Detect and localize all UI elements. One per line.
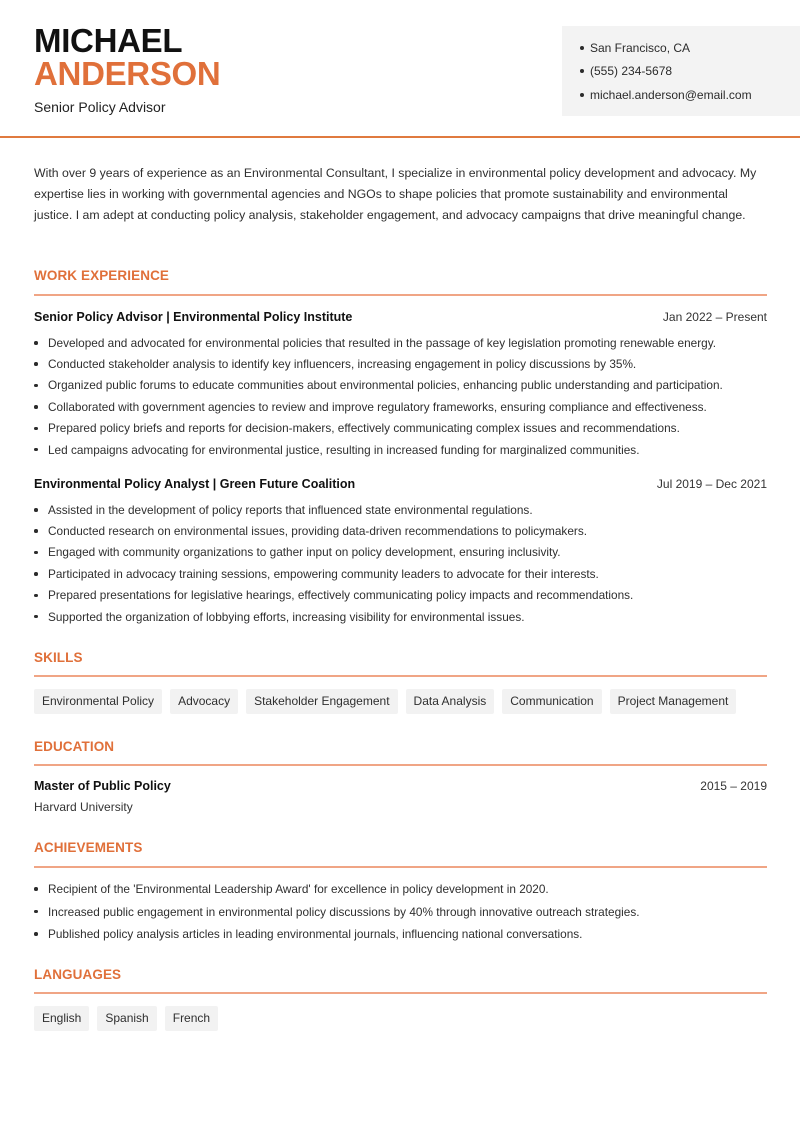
education-date: 2015 – 2019 [700, 779, 767, 793]
skill-chip: Project Management [610, 689, 737, 714]
education-header [34, 779, 767, 793]
job-role: Environmental Policy Analyst | Green Future Coalition [34, 477, 356, 491]
bullet-icon [34, 594, 38, 598]
section-divider [34, 764, 767, 766]
bullet-icon [580, 93, 584, 97]
skill-chip: Stakeholder Engagement [246, 689, 397, 714]
list-item: Developed and advocated for environmental policies that resulted in the passage of key legislation promoting renewable energy. [34, 332, 774, 353]
list-item: Organized public forums to educate communities about environmental policies, enhancing public understanding and participation. [34, 375, 774, 396]
skill-chip: Data Analysis [406, 689, 495, 714]
last-name: ANDERSON [34, 55, 221, 92]
bullet-icon [34, 932, 38, 936]
bullet-icon [34, 341, 38, 345]
job-header [34, 477, 767, 491]
phone-text: (555) 234-5678 [590, 64, 673, 79]
contact-box [562, 26, 800, 116]
bullet-icon [34, 529, 38, 533]
bullet-icon [580, 46, 584, 50]
location-text: San Francisco, CA [590, 40, 691, 55]
list-item: Collaborated with government agencies to review and improve regulatory frameworks, ensuring compliance and effectiveness. [34, 396, 774, 417]
list-item: Published policy analysis articles in leading environmental journals, influencing national conversations. [34, 923, 774, 946]
achievement-bullets [34, 878, 774, 946]
summary: With over 9 years of experience as an Environmental Consultant, I specialize in environmental policy development and advocacy. My expertise lies in working with governmental agencies and NGOs to shape policies that promote sustainability and environmental justice. I am adept at conducting policy analysis, stakeholder engagement, and advocacy campaigns that drive meaningful change. [34, 166, 757, 222]
job-header [34, 310, 767, 324]
bullet-icon [34, 887, 38, 891]
bullet-icon [34, 384, 38, 388]
skills-list [34, 689, 736, 714]
list-item: Recipient of the 'Environmental Leadership Award' for excellence in policy development in 2020. [34, 878, 774, 901]
section-title-languages: LANGUAGES [34, 967, 122, 982]
bullet-icon [34, 572, 38, 576]
section-divider [34, 992, 767, 994]
job-date: Jul 2019 – Dec 2021 [656, 477, 767, 491]
job-date: Jan 2022 – Present [662, 310, 767, 324]
job-bullets [34, 499, 774, 627]
skill-chip: Environmental Policy [34, 689, 162, 714]
section-title-work: WORK EXPERIENCE [34, 268, 170, 283]
section-title-education: EDUCATION [34, 739, 115, 754]
bullet-icon [34, 448, 38, 452]
contact-phone [580, 60, 800, 84]
section-divider [34, 866, 767, 868]
list-item: Prepared policy briefs and reports for decision-makers, effectively communicating complex issues and recommendations. [34, 418, 774, 439]
languages-list [34, 1006, 218, 1031]
degree: Master of Public Policy [34, 779, 171, 793]
job-bullets [34, 332, 774, 460]
list-item: Conducted research on environmental issues, providing data-driven recommendations to policymakers. [34, 520, 774, 541]
resume-header [0, 0, 800, 138]
bullet-icon [34, 910, 38, 914]
job-title: Senior Policy Advisor [34, 99, 166, 115]
language-chip: Spanish [97, 1006, 156, 1031]
section-divider [34, 294, 767, 296]
bullet-icon [580, 69, 584, 73]
bullet-icon [34, 615, 38, 619]
bullet-icon [34, 427, 38, 431]
school: Harvard University [34, 800, 133, 814]
job-role: Senior Policy Advisor | Environmental Policy Institute [34, 310, 353, 324]
bullet-icon [34, 508, 38, 512]
list-item: Assisted in the development of policy reports that influenced state environmental regulations. [34, 499, 774, 520]
list-item: Conducted stakeholder analysis to identify key influencers, increasing engagement in policy discussions by 35%. [34, 353, 774, 374]
list-item: Prepared presentations for legislative hearings, effectively communicating policy impacts and recommendations. [34, 585, 774, 606]
contact-location [580, 36, 800, 60]
list-item: Increased public engagement in environmental policy discussions by 40% through innovative outreach strategies. [34, 901, 774, 924]
bullet-icon [34, 405, 38, 409]
section-title-skills: SKILLS [34, 650, 83, 665]
bullet-icon [34, 362, 38, 366]
list-item: Engaged with community organizations to gather input on policy development, ensuring inclusivity. [34, 542, 774, 563]
contact-email [580, 83, 800, 107]
list-item: Supported the organization of lobbying efforts, increasing visibility for environmental issues. [34, 606, 774, 627]
section-title-achievements: ACHIEVEMENTS [34, 840, 143, 855]
skill-chip: Communication [502, 689, 601, 714]
language-chip: English [34, 1006, 89, 1031]
bullet-icon [34, 551, 38, 555]
section-divider [34, 675, 767, 677]
list-item: Led campaigns advocating for environmental justice, resulting in increased funding for marginalized communities. [34, 439, 774, 460]
list-item: Participated in advocacy training sessions, empowering community leaders to advocate for their interests. [34, 563, 774, 584]
language-chip: French [165, 1006, 218, 1031]
email-text: michael.anderson@email.com [590, 87, 752, 102]
first-name: MICHAEL [34, 22, 183, 59]
skill-chip: Advocacy [170, 689, 238, 714]
